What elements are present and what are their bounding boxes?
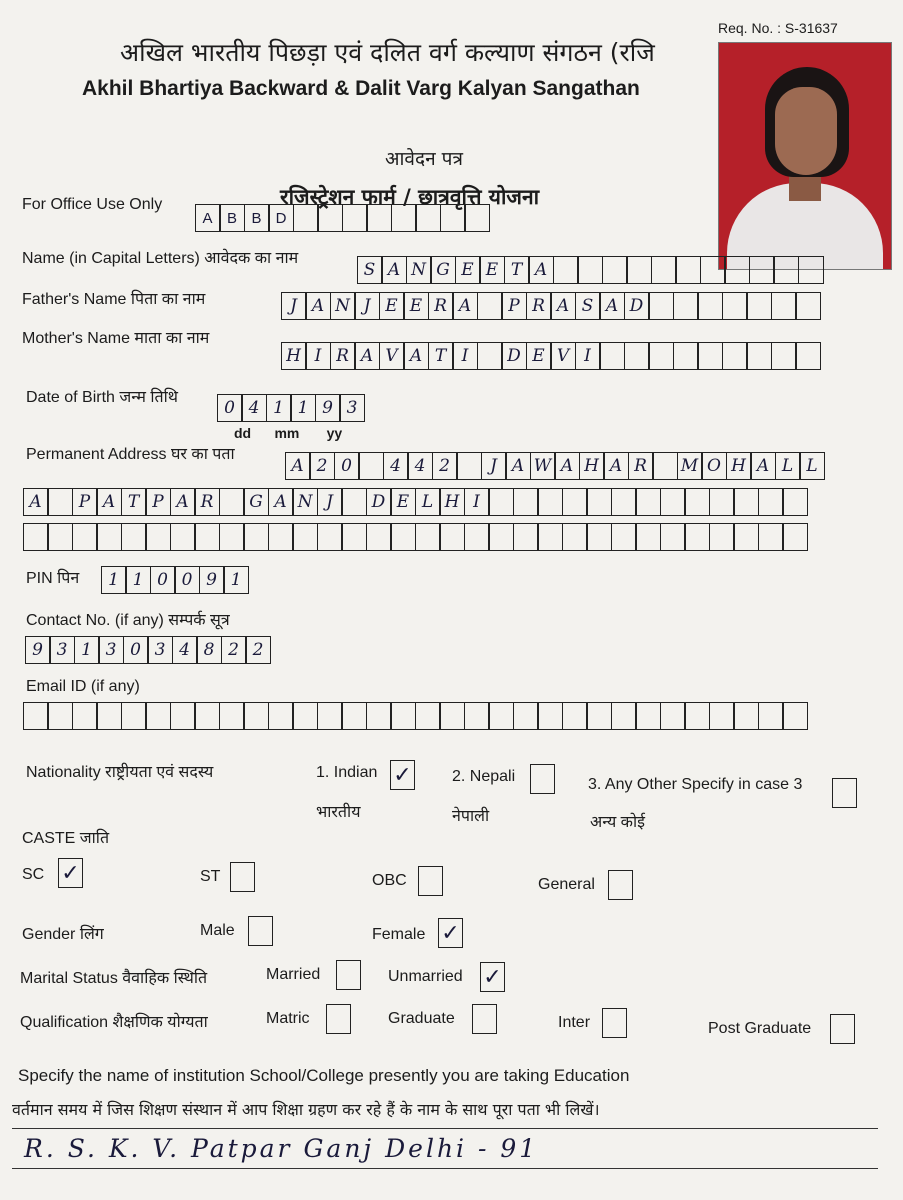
qualification-matric-label: Matric [266, 1010, 310, 1027]
char-box[interactable] [488, 523, 514, 551]
char-box[interactable]: E [379, 292, 405, 320]
char-box[interactable] [771, 342, 797, 370]
address-line3-boxes[interactable] [24, 523, 808, 551]
char-box[interactable] [700, 256, 726, 284]
pin-boxes[interactable] [102, 566, 249, 594]
char-box[interactable]: I [305, 342, 331, 370]
caste-label: CASTE जाति [22, 830, 110, 847]
nationality-indian-label: 1. Indian [316, 764, 378, 781]
institution-line-top [12, 1128, 878, 1129]
char-box[interactable] [709, 523, 735, 551]
char-box[interactable] [577, 256, 603, 284]
char-box[interactable] [746, 292, 772, 320]
char-box[interactable] [709, 488, 735, 516]
contact-boxes[interactable] [26, 636, 271, 664]
char-box[interactable]: H [726, 452, 752, 480]
char-box[interactable] [219, 523, 245, 551]
char-box[interactable] [782, 702, 808, 730]
institution-value[interactable]: R. S. K. V. Patpar Ganj Delhi - 91 [24, 1134, 539, 1163]
char-box[interactable]: E [403, 292, 429, 320]
char-box[interactable]: 0 [150, 566, 176, 594]
caste-st-label: ST [200, 868, 221, 885]
char-box[interactable]: B [244, 204, 270, 232]
char-box[interactable] [798, 256, 824, 284]
char-box[interactable]: 4 [407, 452, 433, 480]
char-box[interactable]: S [357, 256, 383, 284]
char-box[interactable] [268, 523, 294, 551]
org-name-hindi: अखिल भारतीय पिछड़ा एवं दलित वर्ग कल्याण संगठन (रजि [120, 38, 655, 67]
char-box[interactable]: V [550, 342, 576, 370]
char-box[interactable]: D [624, 292, 650, 320]
char-box[interactable]: R [628, 452, 654, 480]
char-box[interactable] [697, 292, 723, 320]
char-box[interactable] [219, 488, 245, 516]
char-box[interactable]: 3 [49, 636, 75, 664]
char-box[interactable] [439, 702, 465, 730]
caste-st-checkbox[interactable] [230, 862, 255, 892]
char-box[interactable] [366, 702, 392, 730]
char-box[interactable]: 4 [172, 636, 198, 664]
qualification-matric-checkbox[interactable] [326, 1004, 351, 1034]
char-box[interactable]: 8 [196, 636, 222, 664]
marital-married-label: Married [266, 966, 321, 983]
char-box[interactable] [722, 292, 748, 320]
char-box[interactable] [488, 488, 514, 516]
char-box[interactable] [513, 488, 539, 516]
qualification-pg-label: Post Graduate [708, 1020, 812, 1037]
char-box[interactable] [746, 342, 772, 370]
char-box[interactable]: A [750, 452, 776, 480]
char-box[interactable] [145, 702, 171, 730]
char-box[interactable] [673, 342, 699, 370]
address-line1-boxes[interactable] [286, 452, 825, 480]
char-box[interactable] [562, 488, 588, 516]
char-box[interactable] [390, 523, 416, 551]
pin-label: PIN पिन [26, 570, 80, 587]
char-box[interactable]: H [439, 488, 465, 516]
char-box[interactable] [562, 702, 588, 730]
char-box[interactable] [341, 702, 367, 730]
char-box[interactable] [562, 523, 588, 551]
address-label: Permanent Address घर का पता [26, 446, 235, 463]
char-box[interactable] [170, 702, 196, 730]
char-box[interactable] [440, 204, 466, 232]
char-box[interactable] [358, 452, 384, 480]
nationality-other-hindi: अन्य कोई [590, 814, 645, 831]
char-box[interactable] [537, 523, 563, 551]
nationality-nepali-hindi: नेपाली [452, 808, 490, 825]
char-box[interactable]: A [195, 204, 221, 232]
char-box[interactable]: A [96, 488, 122, 516]
nationality-nepali-label: 2. Nepali [452, 768, 516, 785]
char-box[interactable] [709, 702, 735, 730]
caste-obc-label: OBC [372, 872, 407, 889]
char-box[interactable] [651, 256, 677, 284]
char-box[interactable]: L [775, 452, 801, 480]
char-box[interactable] [758, 488, 784, 516]
char-box[interactable] [317, 523, 343, 551]
char-box[interactable] [771, 292, 797, 320]
char-box[interactable] [317, 204, 343, 232]
char-box[interactable]: M [677, 452, 703, 480]
char-box[interactable]: 0 [217, 394, 243, 422]
char-box[interactable] [635, 523, 661, 551]
institution-instruction-hi: वर्तमान समय में जिस शिक्षण संस्थान में आप शिक्षा ग्रहण कर रहे हैं के नाम के साथ पूरा पता भी लिखें। [12, 1100, 600, 1119]
char-box[interactable] [602, 256, 628, 284]
char-box[interactable]: P [501, 292, 527, 320]
char-box[interactable]: R [330, 342, 356, 370]
char-box[interactable] [415, 204, 441, 232]
char-box[interactable] [795, 342, 821, 370]
gender-female-checkbox[interactable]: ✓ [438, 918, 463, 948]
char-box[interactable]: 0 [334, 452, 360, 480]
char-box[interactable]: A [505, 452, 531, 480]
char-box[interactable] [415, 523, 441, 551]
char-box[interactable]: A [452, 292, 478, 320]
char-box[interactable] [724, 256, 750, 284]
char-box[interactable] [626, 256, 652, 284]
char-box[interactable]: 1 [223, 566, 249, 594]
char-box[interactable]: R [526, 292, 552, 320]
char-box[interactable]: I [575, 342, 601, 370]
char-box[interactable] [292, 702, 318, 730]
char-box[interactable] [170, 523, 196, 551]
office-use-label: For Office Use Only [22, 196, 163, 213]
char-box[interactable]: 3 [147, 636, 173, 664]
qualification-graduate-checkbox[interactable] [472, 1004, 497, 1034]
char-box[interactable] [652, 452, 678, 480]
gender-male-checkbox[interactable] [248, 916, 273, 946]
marital-label: Marital Status वैवाहिक स्थिति [20, 970, 208, 987]
char-box[interactable]: G [243, 488, 269, 516]
char-box[interactable] [684, 488, 710, 516]
char-box[interactable] [456, 452, 482, 480]
char-box[interactable] [624, 342, 650, 370]
qualification-label: Qualification शैक्षणिक योग्यता [20, 1014, 208, 1031]
char-box[interactable]: 0 [174, 566, 200, 594]
char-box[interactable] [268, 702, 294, 730]
char-box[interactable]: A [603, 452, 629, 480]
char-box[interactable] [733, 702, 759, 730]
char-box[interactable] [341, 488, 367, 516]
form-title: रजिस्ट्रेशन फार्म / छात्रवृत्ति योजना [280, 185, 540, 209]
char-box[interactable]: 2 [432, 452, 458, 480]
char-box[interactable]: R [428, 292, 454, 320]
char-box[interactable]: E [390, 488, 416, 516]
char-box[interactable]: 9 [25, 636, 51, 664]
org-name-english: Akhil Bhartiya Backward & Dalit Varg Kalyan Sangathan [82, 77, 640, 100]
institution-instruction-en: Specify the name of institution School/College presently you are taking Education [18, 1066, 630, 1085]
char-box[interactable] [660, 523, 686, 551]
char-box[interactable] [733, 488, 759, 516]
char-box[interactable] [464, 204, 490, 232]
caste-general-label: General [538, 876, 595, 893]
char-box[interactable]: 9 [315, 394, 341, 422]
char-box[interactable] [72, 523, 98, 551]
char-box[interactable] [293, 204, 319, 232]
char-box[interactable]: A [285, 452, 311, 480]
char-box[interactable]: G [430, 256, 456, 284]
char-box[interactable] [586, 488, 612, 516]
char-box[interactable]: J [281, 292, 307, 320]
char-box[interactable]: J [354, 292, 380, 320]
marital-married-checkbox[interactable] [336, 960, 361, 990]
char-box[interactable]: 2 [221, 636, 247, 664]
char-box[interactable]: E [455, 256, 481, 284]
char-box[interactable] [477, 292, 503, 320]
char-box[interactable]: T [504, 256, 530, 284]
char-box[interactable] [415, 702, 441, 730]
qualification-inter-label: Inter [558, 1014, 591, 1031]
char-box[interactable] [758, 523, 784, 551]
char-box[interactable] [439, 523, 465, 551]
nationality-indian-hindi: भारतीय [316, 804, 361, 821]
char-box[interactable]: P [72, 488, 98, 516]
char-box[interactable]: D [268, 204, 294, 232]
char-box[interactable] [243, 523, 269, 551]
char-box[interactable] [758, 702, 784, 730]
mother-name-label: Mother's Name माता का नाम [22, 330, 210, 347]
char-box[interactable] [464, 702, 490, 730]
char-box[interactable] [782, 523, 808, 551]
char-box[interactable]: 1 [290, 394, 316, 422]
name-boxes[interactable] [358, 256, 824, 284]
char-box[interactable]: A [403, 342, 429, 370]
name-label: Name (in Capital Letters) आवेदक का नाम [22, 250, 299, 267]
office-use-boxes[interactable] [196, 204, 490, 232]
char-box[interactable] [96, 523, 122, 551]
char-box[interactable]: H [579, 452, 605, 480]
char-box[interactable]: 0 [123, 636, 149, 664]
char-box[interactable]: A [354, 342, 380, 370]
char-box[interactable] [722, 342, 748, 370]
char-box[interactable] [553, 256, 579, 284]
char-box[interactable]: A [550, 292, 576, 320]
char-box[interactable]: D [366, 488, 392, 516]
char-box[interactable]: A [23, 488, 49, 516]
mother-name-boxes[interactable] [282, 342, 821, 370]
char-box[interactable] [513, 702, 539, 730]
char-box[interactable] [47, 523, 73, 551]
char-box[interactable]: 2 [309, 452, 335, 480]
marital-unmarried-label: Unmarried [388, 968, 463, 985]
char-box[interactable]: 3 [98, 636, 124, 664]
char-box[interactable] [586, 523, 612, 551]
form-heading: आवेदन पत्र [385, 148, 463, 170]
char-box[interactable]: R [194, 488, 220, 516]
email-boxes[interactable] [24, 702, 808, 730]
char-box[interactable]: P [145, 488, 171, 516]
contact-label: Contact No. (if any) सम्पर्क सूत्र [26, 612, 230, 629]
qualification-graduate-label: Graduate [388, 1010, 455, 1027]
char-box[interactable] [121, 702, 147, 730]
char-box[interactable] [243, 702, 269, 730]
char-box[interactable]: 1 [266, 394, 292, 422]
char-box[interactable]: 4 [383, 452, 409, 480]
char-box[interactable] [537, 488, 563, 516]
char-box[interactable]: T [121, 488, 147, 516]
gender-female-label: Female [372, 926, 426, 943]
caste-general-checkbox[interactable] [608, 870, 633, 900]
char-box[interactable]: V [379, 342, 405, 370]
char-box[interactable] [660, 488, 686, 516]
email-label: Email ID (if any) [26, 678, 140, 695]
char-box[interactable] [342, 204, 368, 232]
char-box[interactable] [611, 488, 637, 516]
char-box[interactable] [773, 256, 799, 284]
dob-boxes[interactable] [218, 394, 365, 422]
char-box[interactable] [675, 256, 701, 284]
char-box[interactable]: B [219, 204, 245, 232]
char-box[interactable] [194, 702, 220, 730]
address-line2-boxes[interactable] [24, 488, 808, 516]
char-box[interactable] [660, 702, 686, 730]
char-box[interactable]: E [526, 342, 552, 370]
caste-obc-checkbox[interactable] [418, 866, 443, 896]
char-box[interactable]: 1 [74, 636, 100, 664]
char-box[interactable]: N [292, 488, 318, 516]
char-box[interactable]: L [415, 488, 441, 516]
char-box[interactable] [341, 523, 367, 551]
char-box[interactable] [47, 702, 73, 730]
char-box[interactable]: D [501, 342, 527, 370]
char-box[interactable]: 4 [241, 394, 267, 422]
char-box[interactable] [611, 702, 637, 730]
char-box[interactable] [648, 292, 674, 320]
char-box[interactable] [599, 342, 625, 370]
father-name-label: Father's Name पिता का नाम [22, 291, 206, 308]
char-box[interactable]: L [799, 452, 825, 480]
char-box[interactable]: A [170, 488, 196, 516]
char-box[interactable] [121, 523, 147, 551]
gender-label: Gender लिंग [22, 926, 104, 943]
char-box[interactable]: N [406, 256, 432, 284]
char-box[interactable] [749, 256, 775, 284]
char-box[interactable]: A [381, 256, 407, 284]
char-box[interactable] [23, 702, 49, 730]
char-box[interactable] [586, 702, 612, 730]
institution-line-bottom [12, 1168, 878, 1169]
char-box[interactable] [194, 523, 220, 551]
char-box[interactable] [648, 342, 674, 370]
char-box[interactable]: S [575, 292, 601, 320]
caste-sc-checkbox[interactable]: ✓ [58, 858, 83, 888]
char-box[interactable]: A [268, 488, 294, 516]
char-box[interactable]: A [528, 256, 554, 284]
char-box[interactable]: A [305, 292, 331, 320]
char-box[interactable] [96, 702, 122, 730]
nationality-indian-checkbox[interactable]: ✓ [390, 760, 415, 790]
applicant-photo [718, 42, 892, 270]
char-box[interactable]: A [599, 292, 625, 320]
registration-number: Req. No. : S-31637 [718, 20, 838, 36]
char-box[interactable] [366, 523, 392, 551]
dob-label: Date of Birth जन्म तिथि [26, 389, 178, 406]
char-box[interactable]: 2 [245, 636, 271, 664]
char-box[interactable] [795, 292, 821, 320]
char-box[interactable] [145, 523, 171, 551]
char-box[interactable]: O [701, 452, 727, 480]
char-box[interactable] [611, 523, 637, 551]
char-box[interactable] [488, 702, 514, 730]
char-box[interactable]: 1 [125, 566, 151, 594]
father-name-boxes[interactable] [282, 292, 821, 320]
char-box[interactable]: 9 [199, 566, 225, 594]
nationality-label: Nationality राष्ट्रीयता एवं सदस्य [26, 764, 214, 781]
dob-format: dd mm yy [234, 425, 343, 441]
char-box[interactable] [391, 204, 417, 232]
char-box[interactable]: J [481, 452, 507, 480]
char-box[interactable] [390, 702, 416, 730]
char-box[interactable] [366, 204, 392, 232]
qualification-pg-checkbox[interactable] [830, 1014, 855, 1044]
char-box[interactable] [537, 702, 563, 730]
char-box[interactable]: A [554, 452, 580, 480]
char-box[interactable]: H [281, 342, 307, 370]
char-box[interactable] [684, 702, 710, 730]
char-box[interactable]: N [330, 292, 356, 320]
marital-unmarried-checkbox[interactable]: ✓ [480, 962, 505, 992]
char-box[interactable]: 3 [339, 394, 365, 422]
char-box[interactable]: E [479, 256, 505, 284]
char-box[interactable] [782, 488, 808, 516]
char-box[interactable]: 1 [101, 566, 127, 594]
char-box[interactable] [513, 523, 539, 551]
char-box[interactable] [23, 523, 49, 551]
caste-sc-label: SC [22, 866, 45, 883]
char-box[interactable] [292, 523, 318, 551]
char-box[interactable] [673, 292, 699, 320]
char-box[interactable] [733, 523, 759, 551]
char-box[interactable] [635, 702, 661, 730]
char-box[interactable]: T [428, 342, 454, 370]
nationality-nepali-checkbox[interactable] [530, 764, 555, 794]
nationality-other-checkbox[interactable] [832, 778, 857, 808]
char-box[interactable] [219, 702, 245, 730]
char-box[interactable] [72, 702, 98, 730]
char-box[interactable]: W [530, 452, 556, 480]
qualification-inter-checkbox[interactable] [602, 1008, 627, 1038]
char-box[interactable]: I [464, 488, 490, 516]
gender-male-label: Male [200, 922, 235, 939]
char-box[interactable]: I [452, 342, 478, 370]
char-box[interactable] [464, 523, 490, 551]
char-box[interactable] [317, 702, 343, 730]
char-box[interactable]: J [317, 488, 343, 516]
char-box[interactable] [684, 523, 710, 551]
nationality-other-label: 3. Any Other Specify in case 3 [588, 776, 803, 793]
char-box[interactable] [47, 488, 73, 516]
char-box[interactable] [635, 488, 661, 516]
char-box[interactable] [697, 342, 723, 370]
char-box[interactable] [477, 342, 503, 370]
